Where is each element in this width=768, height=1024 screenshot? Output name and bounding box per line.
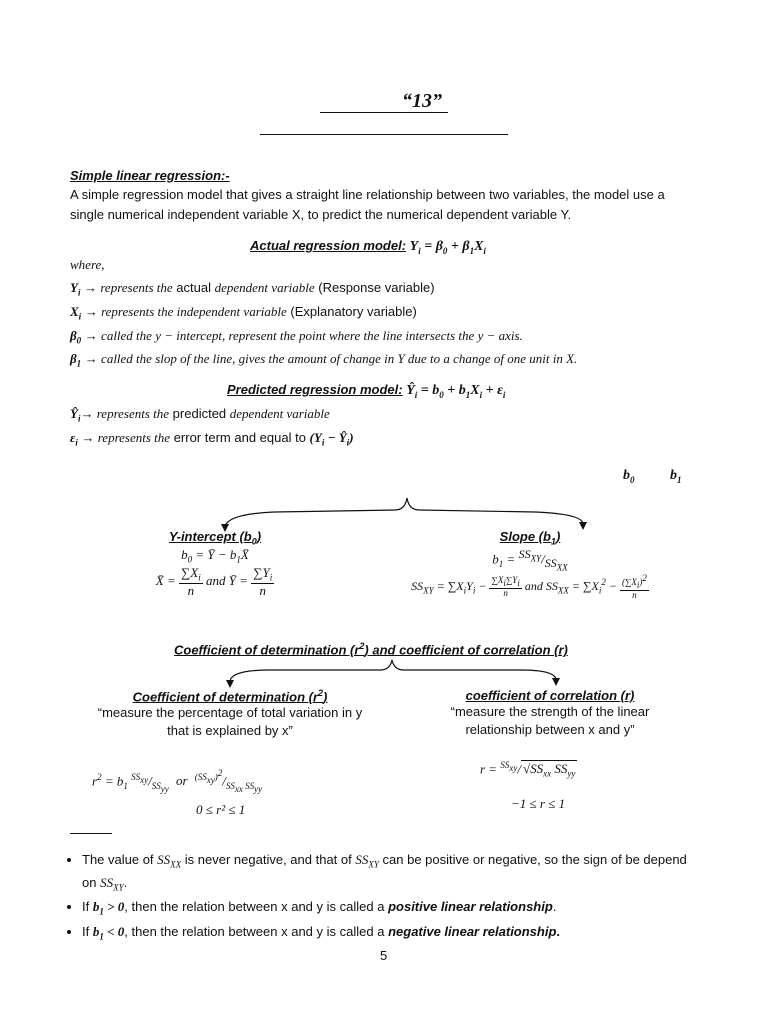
slope-title: Slope $(b_1)$ (499, 529, 561, 547)
correlation-section (420, 688, 680, 739)
page-title: “13” (402, 90, 442, 112)
bullet-item: • If $b_1 < 0$, then the relation between x and y is called a negative linear relationship. (82, 923, 696, 946)
def-yi: $Y_i$ → represents the actual dependent variable (Response variable) (70, 280, 435, 298)
def-b1: $\beta_1$ → called the slop of the line, gives the amount of change in Y due to a change of one unit in X. (70, 351, 578, 369)
correlation-formula: r = $^{SS_{xy}}$/ $√SS_{xx}$ $SS_{yy}$ (480, 760, 576, 779)
slope-formula: $b_1 = ^{SS_{XY}}/_{SS_{XX}}$ (492, 546, 568, 572)
correlation-title: coefficient of correlation (r) (465, 688, 635, 703)
bullet-list (56, 851, 696, 947)
footnote-rule (70, 833, 112, 834)
actual-model-formula: $Y_i = \beta_0 + \beta_1X_i$ (409, 239, 486, 256)
def-epsilon: $\varepsilon_i$ → represents the error term and equal to ($Y_i$ − $Ŷ_i$) (70, 430, 354, 448)
means-formula: X̄ = $\frac{\sum X_i}{n}$ and Ȳ = $\frac{\sum Y_i}{n}$ (155, 565, 273, 599)
def-b0: $\beta_0$ → called the y − intercept, represent the point where the line intersects the y − axis. (70, 328, 523, 346)
bullet-item: • If $b_1 > 0$, then the relation between x and y is called a positive linear relationship. (82, 898, 696, 921)
where-label: where, (70, 257, 105, 272)
bullet-item: • The value of $SS_{XX}$ is never negative, and that of $SS_{XY}$ can be positive or negative, so the sign of be depend on $SS_{XY}$. (82, 851, 696, 896)
predicted-model-equation (227, 382, 505, 400)
split-arrows-top (215, 494, 600, 534)
actual-model-equation (250, 238, 486, 256)
def-yhat: $Ŷ_i\to$ represents the predicted dependent variable (70, 406, 330, 424)
determination-title: Coefficient of determination $(r^2)$ (132, 688, 328, 705)
intercept-formula: $b_0$ = Ȳ − $b_1X̄$ (181, 546, 249, 565)
def-xi: $X_i$ → represents the independent variable (Explanatory variable) (70, 304, 417, 322)
ss-formulas: $SS_{XY} = \sum X_iY_i$ − $\frac{\sum X_i\sum Y_i}{n}$ and $SS_{XX} = \sum X_i^2$ − $\frac{(\sum X_i)^2}{n}$ (411, 572, 647, 601)
correlation-description: “measure the strength of the linear relationship between x and y” (450, 704, 650, 737)
intercept-section (130, 529, 300, 598)
coefficients-heading: Coefficient of determination $(r^2)$ and coefficient of correlation (r) (174, 641, 568, 658)
determination-range: 0 ≤ r² ≤ 1 (196, 802, 246, 817)
title-rule (260, 134, 508, 135)
intro-paragraph: A simple regression model that gives a straight line relationship between two variables, the model use a single numerical independent variable X, to predict the numerical dependent variable Y. (70, 187, 665, 222)
determination-description: “measure the percentage of total variation in y that is explained by x” (97, 705, 363, 739)
predicted-model-formula: $Ŷ_i = b_0 + b_1X_i + \varepsilon_i$ (406, 383, 506, 400)
title-underline (320, 112, 448, 113)
coef-b1-label: $b_1$ (670, 468, 682, 485)
coef-b0-label: $b_0$ (623, 468, 635, 485)
section-heading: Simple linear regression:- (70, 168, 230, 183)
intercept-title: Y-intercept $(b_0)$ (168, 529, 262, 547)
predicted-model-label: Predicted regression model: (227, 382, 403, 397)
page-number: 5 (380, 948, 388, 963)
determination-section (70, 688, 390, 740)
actual-model-label: Actual regression model: (250, 238, 407, 253)
determination-formula: $r^2 = b_1$ $^{SS_{xy}}/_{SS_{yy}}$ or $^{(SS_{xy})^2}/_{SS_{xx} SS_{yy}}$ (92, 768, 263, 794)
correlation-range: −1 ≤ r ≤ 1 (511, 796, 566, 811)
split-arrows-bottom (220, 658, 565, 688)
slope-section (355, 529, 705, 601)
